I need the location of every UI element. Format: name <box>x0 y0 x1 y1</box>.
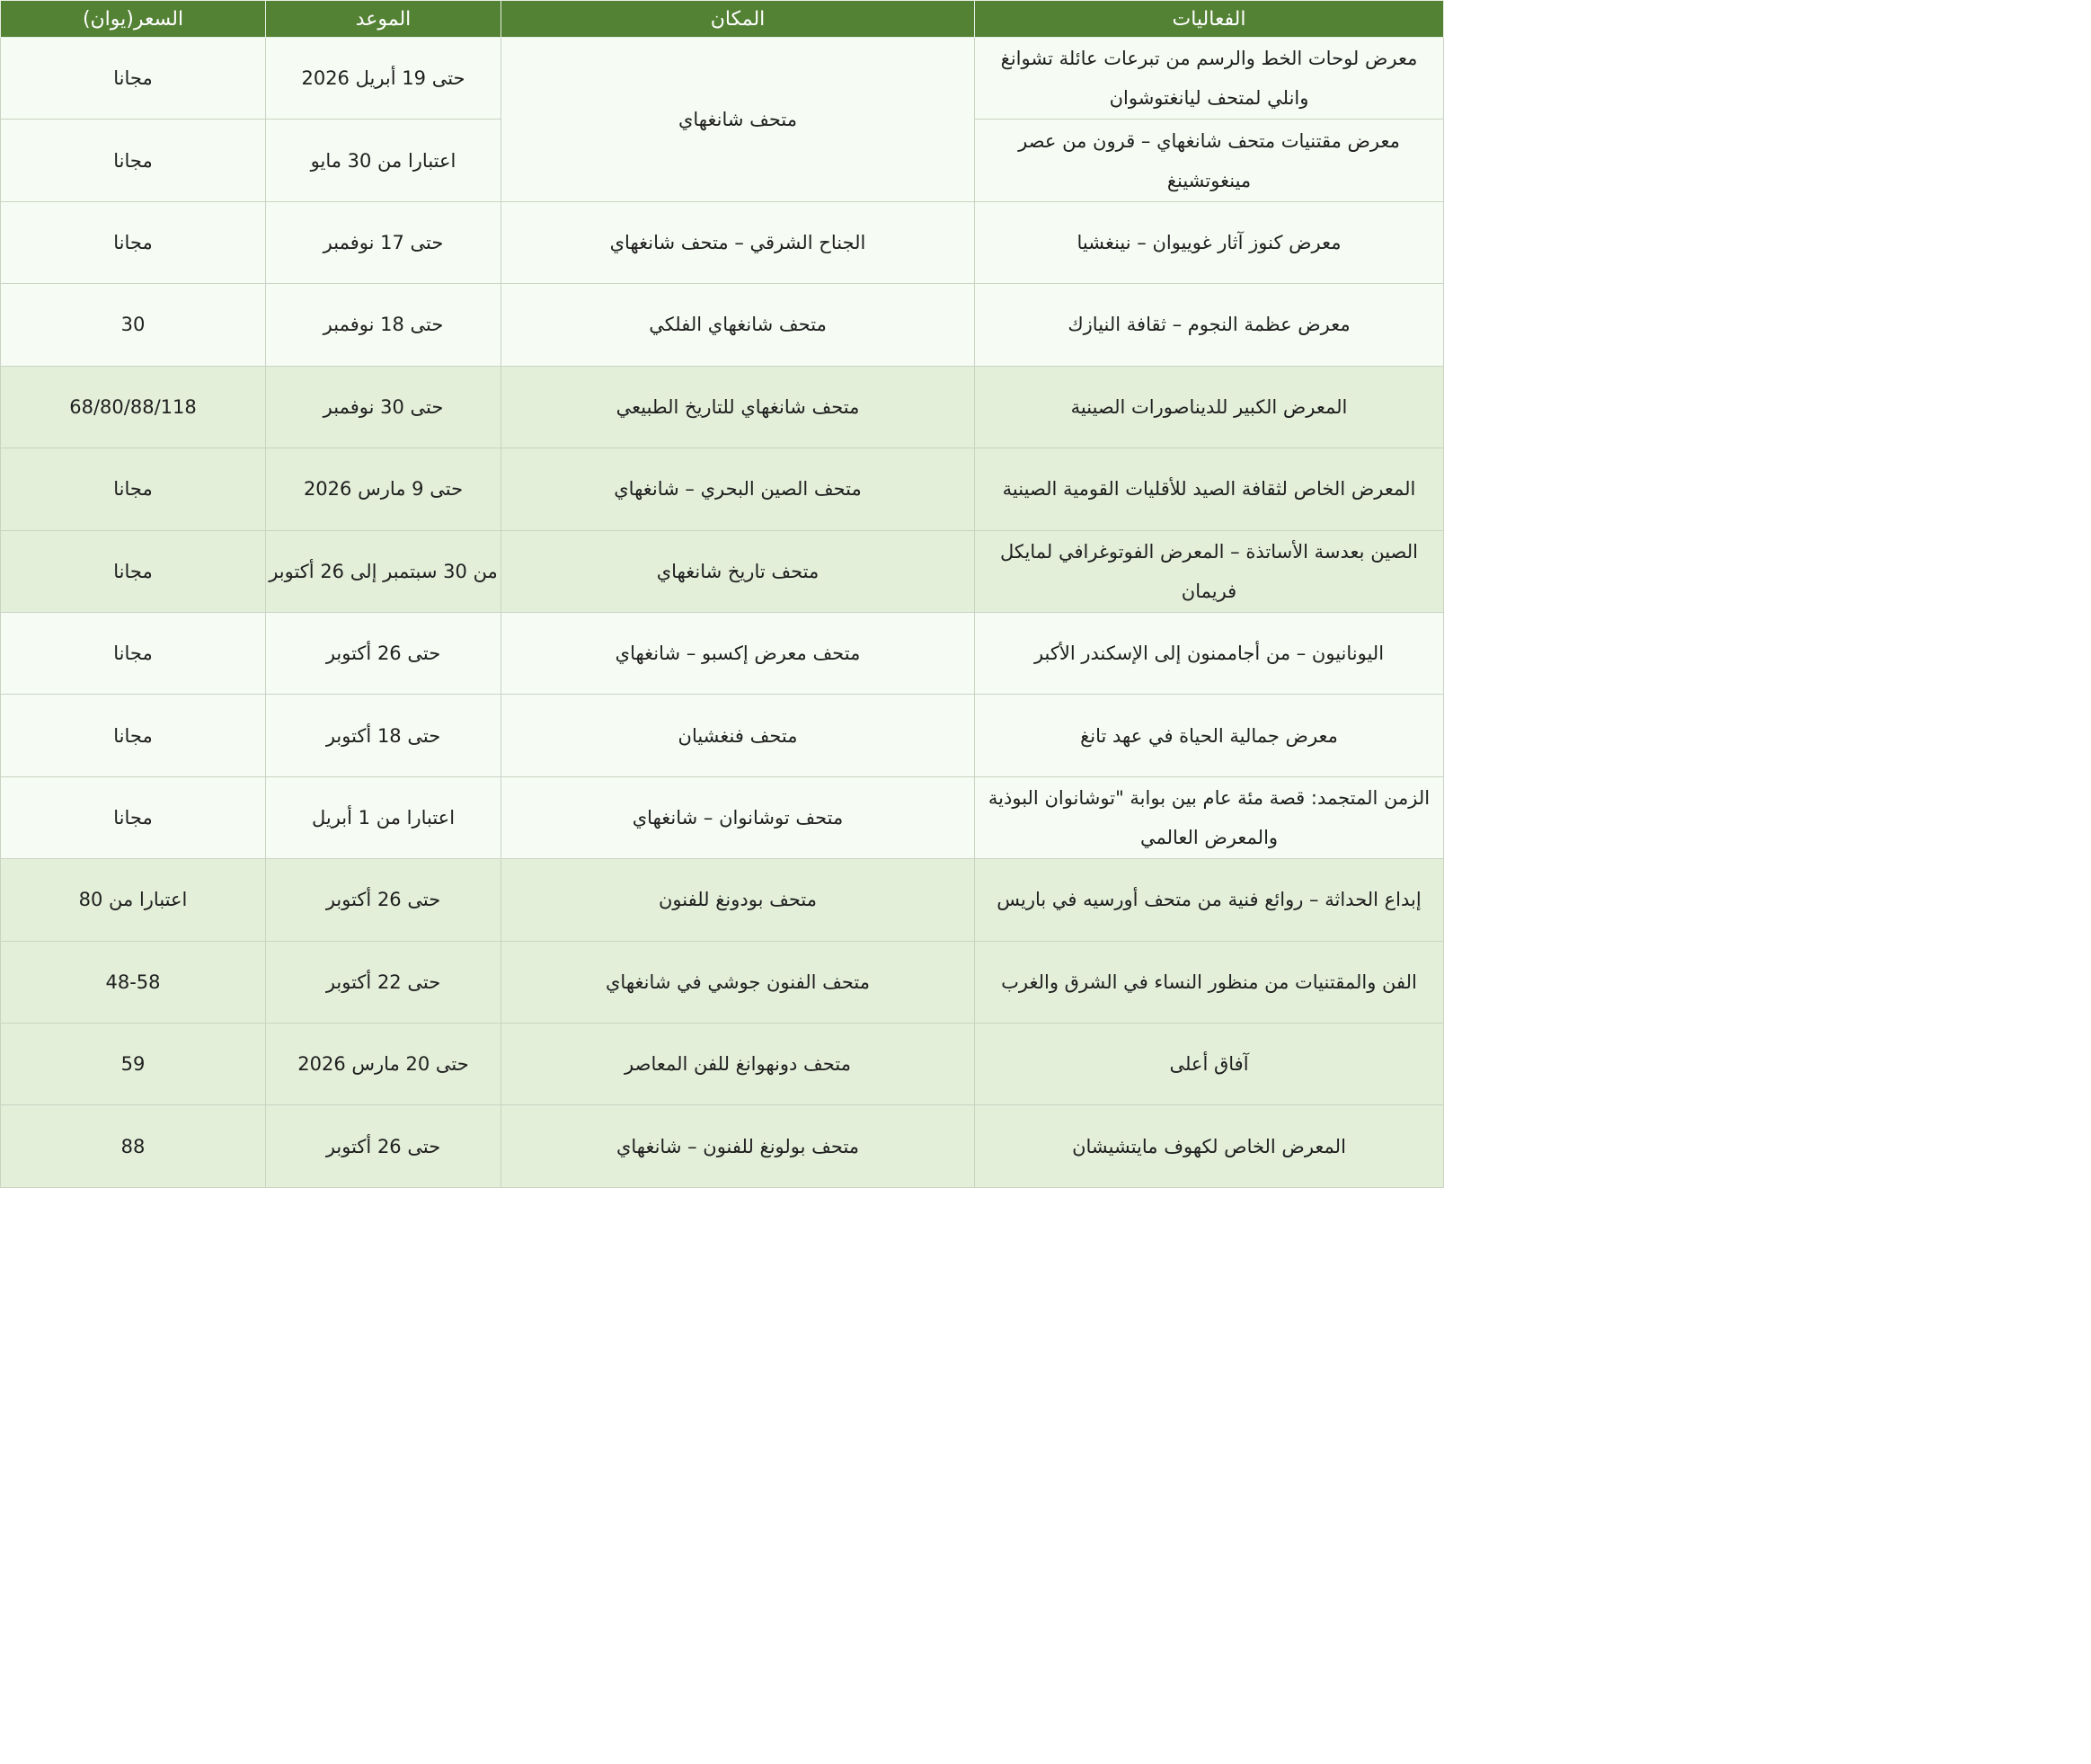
event-cell: المعرض الخاص لثقافة الصيد للأقليات القومية الصينية <box>975 448 1444 530</box>
place-cell: الجناح الشرقي – متحف شانغهاي <box>501 201 975 283</box>
price-cell: اعتبارا من 80 <box>1 859 266 941</box>
price-cell: مجانا <box>1 448 266 530</box>
date-cell: حتى 26 أكتوبر <box>266 859 501 941</box>
place-cell: متحف تاريخ شانغهاي <box>501 530 975 612</box>
date-cell: حتى 22 أكتوبر <box>266 941 501 1023</box>
place-cell: متحف بودونغ للفنون <box>501 859 975 941</box>
table-row <box>1 1105 1444 1188</box>
table-row <box>1 695 1444 776</box>
place-cell: متحف فنغشيان <box>501 695 975 776</box>
table-row <box>1 366 1444 448</box>
exhibitions-table <box>0 0 1444 1188</box>
event-cell: اليونانيون – من أجاممنون إلى الإسكندر الأكبر <box>975 612 1444 694</box>
date-cell: حتى 17 نوفمبر <box>266 201 501 283</box>
event-cell: الزمن المتجمد: قصة مئة عام بين بوابة "توشانوان البوذية والمعرض العالمي <box>975 776 1444 858</box>
event-cell: معرض مقتنيات متحف شانغهاي – قرون من عصر مينغوتشينغ <box>975 120 1444 201</box>
place-cell: متحف معرض إكسبو – شانغهاي <box>501 612 975 694</box>
date-cell: حتى 30 نوفمبر <box>266 366 501 448</box>
event-cell: إبداع الحداثة – روائع فنية من متحف أورسيه في باريس <box>975 859 1444 941</box>
price-cell: 59 <box>1 1024 266 1105</box>
place-cell: متحف الفنون جوشي في شانغهاي <box>501 941 975 1023</box>
date-cell: حتى 18 نوفمبر <box>266 284 501 366</box>
date-cell: حتى 26 أكتوبر <box>266 612 501 694</box>
event-cell: الفن والمقتنيات من منظور النساء في الشرق والغرب <box>975 941 1444 1023</box>
price-cell: مجانا <box>1 530 266 612</box>
event-cell: معرض كنوز آثار غوييوان – نينغشيا <box>975 201 1444 283</box>
table-row <box>1 776 1444 858</box>
event-cell: آفاق أعلى <box>975 1024 1444 1105</box>
event-cell: المعرض الكبير للديناصورات الصينية <box>975 366 1444 448</box>
header-row <box>1 1 1444 38</box>
place-cell: متحف توشانوان – شانغهاي <box>501 776 975 858</box>
table-row <box>1 1024 1444 1105</box>
place-cell: متحف الصين البحري – شانغهاي <box>501 448 975 530</box>
header-event: الفعاليات <box>975 1 1444 38</box>
header-place: المكان <box>501 1 975 38</box>
place-cell: متحف شانغهاي للتاريخ الطبيعي <box>501 366 975 448</box>
event-cell: معرض عظمة النجوم – ثقافة النيازك <box>975 284 1444 366</box>
date-cell: من 30 سبتمبر إلى 26 أكتوبر <box>266 530 501 612</box>
place-cell: متحف دونهوانغ للفن المعاصر <box>501 1024 975 1105</box>
exhibitions-page <box>0 0 1431 1189</box>
place-cell: متحف بولونغ للفنون – شانغهاي <box>501 1105 975 1188</box>
event-cell: معرض لوحات الخط والرسم من تبرعات عائلة تشوانغ وانلي لمتحف ليانغتوشوان <box>975 38 1444 120</box>
date-cell: حتى 19 أبريل 2026 <box>266 38 501 120</box>
price-cell: مجانا <box>1 201 266 283</box>
event-cell: الصين بعدسة الأساتذة – المعرض الفوتوغرافي لمايكل فريمان <box>975 530 1444 612</box>
table-row <box>1 941 1444 1023</box>
table-row <box>1 448 1444 530</box>
header-date: الموعد <box>266 1 501 38</box>
price-cell: مجانا <box>1 120 266 201</box>
price-cell: 68/80/88/118 <box>1 366 266 448</box>
price-cell: مجانا <box>1 776 266 858</box>
table-row <box>1 201 1444 283</box>
date-cell: اعتبارا من 30 مايو <box>266 120 501 201</box>
place-cell: متحف شانغهاي <box>501 38 975 202</box>
date-cell: حتى 26 أكتوبر <box>266 1105 501 1188</box>
table-row <box>1 530 1444 612</box>
event-cell: المعرض الخاص لكهوف مايتشيشان <box>975 1105 1444 1188</box>
table-row <box>1 38 1444 120</box>
table-row <box>1 612 1444 694</box>
price-cell: 48-58 <box>1 941 266 1023</box>
table-row <box>1 859 1444 941</box>
date-cell: اعتبارا من 1 أبريل <box>266 776 501 858</box>
price-cell: مجانا <box>1 612 266 694</box>
price-cell: مجانا <box>1 695 266 776</box>
table-row <box>1 284 1444 366</box>
event-cell: معرض جمالية الحياة في عهد تانغ <box>975 695 1444 776</box>
date-cell: حتى 18 أكتوبر <box>266 695 501 776</box>
price-cell: مجانا <box>1 38 266 120</box>
place-cell: متحف شانغهاي الفلكي <box>501 284 975 366</box>
date-cell: حتى 9 مارس 2026 <box>266 448 501 530</box>
price-cell: 88 <box>1 1105 266 1188</box>
header-price: السعر(يوان) <box>1 1 266 38</box>
price-cell: 30 <box>1 284 266 366</box>
date-cell: حتى 20 مارس 2026 <box>266 1024 501 1105</box>
